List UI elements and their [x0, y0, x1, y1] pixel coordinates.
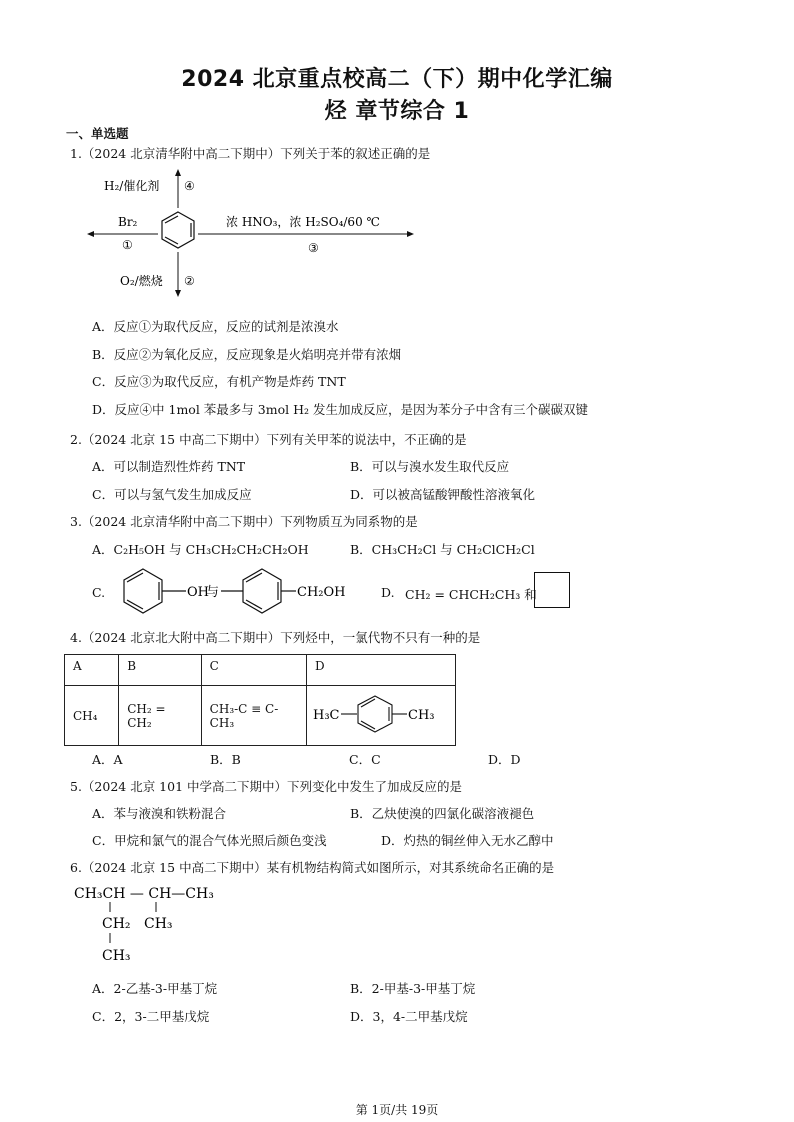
question-1-stem: 1.（2024 北京清华附中高二下期中）下列关于苯的叙述正确的是 — [70, 146, 431, 161]
q2-option-a: A．可以制造烈性炸药 TNT — [92, 459, 246, 474]
q2-option-d: D．可以被高锰酸钾酸性溶液氧化 — [350, 487, 536, 502]
q3-option-c-structures — [112, 566, 362, 616]
q4-cell-c: CH₃-C ≡ C-CH₃ — [201, 686, 306, 746]
q6-option-a: A．2-乙基-3-甲基丁烷 — [92, 981, 218, 996]
question-2-stem: 2.（2024 北京 15 中高二下期中）下列有关甲苯的说法中，不正确的是 — [70, 432, 467, 447]
phenol-ring-icon — [124, 569, 162, 613]
q4-header-d: D — [307, 655, 456, 686]
q1-option-a: A．反应①为取代反应，反应的试剂是浓溴水 — [92, 319, 339, 334]
q6-option-b: B．2-甲基-3-甲基丁烷 — [350, 981, 476, 996]
question-6-stem: 6.（2024 北京 15 中高二下期中）某有机物结构简式如图所示，对其系统命名正确的是 — [70, 860, 555, 875]
q6-branch-ch3-right: CH₃ — [144, 916, 173, 932]
document-title-line2: 烃 章节综合 1 — [324, 99, 470, 124]
diagram-left-label: Br₂ — [118, 215, 138, 229]
q2-option-c: C．可以与氢气发生加成反应 — [92, 487, 252, 502]
q6-main-chain: CH₃CH — CH—CH₃ — [74, 886, 214, 902]
q3-option-c-connector: 与 — [206, 585, 220, 600]
q3-option-c-label: C. — [92, 585, 106, 600]
diagram-right-num: ③ — [308, 241, 319, 255]
q1-option-c: C．反应③为取代反应，有机产物是炸药 TNT — [92, 374, 346, 389]
q4-option-d: D．D — [488, 752, 521, 767]
diagram-right-label: 浓 HNO₃，浓 H₂SO₄/60 ℃ — [226, 215, 380, 229]
section-heading: 一、单选题 — [66, 126, 129, 141]
q4-header-c: C — [201, 655, 306, 686]
p-xylene-structure — [311, 691, 451, 737]
diagram-top-label: H₂/催化剂 — [104, 179, 160, 193]
q5-option-b: B．乙炔使溴的四氯化碳溶液褪色 — [350, 806, 535, 821]
diagram-bottom-label: O₂/燃烧 — [120, 274, 163, 288]
q4-option-c: C．C — [349, 752, 381, 767]
q3-option-b: B．CH₃CH₂Cl 与 CH₂ClCH₂Cl — [350, 542, 535, 557]
p-xylene-right-methyl: CH₃ — [408, 708, 435, 723]
q6-branch-ch3-bottom: CH₃ — [102, 948, 131, 964]
q1-option-b: B．反应②为氧化反应，反应现象是火焰明亮并带有浓烟 — [92, 347, 402, 362]
q4-cell-b: CH₂ = CH₂ — [119, 686, 201, 746]
p-xylene-ring-icon — [358, 696, 392, 732]
diagram-bottom-num: ② — [184, 274, 195, 288]
q3-option-a: A．C₂H₅OH 与 CH₃CH₂CH₂CH₂OH — [92, 542, 309, 557]
q4-option-a: A．A — [92, 752, 123, 767]
q4-cell-a: CH₄ — [65, 686, 119, 746]
q3-option-d-text: CH₂ = CHCH₂CH₃ 和 — [405, 587, 537, 602]
q4-table — [64, 654, 456, 746]
benzyl-ch2oh-label: CH₂OH — [297, 585, 346, 600]
q3-option-d-label: D. — [381, 585, 395, 600]
q5-option-c: C．甲烷和氯气的混合气体光照后颜色变浅 — [92, 833, 327, 848]
q6-structure — [72, 880, 242, 964]
q4-option-b: B．B — [210, 752, 241, 767]
q6-option-c: C．2，3-二甲基戊烷 — [92, 1009, 210, 1024]
q4-cell-d — [307, 686, 456, 746]
diagram-top-num: ④ — [184, 179, 195, 193]
question-5-stem: 5.（2024 北京 101 中学高二下期中）下列变化中发生了加成反应的是 — [70, 779, 463, 794]
q5-option-d: D．灼热的铜丝伸入无水乙醇中 — [381, 833, 554, 848]
q1-option-d: D．反应④中 1mol 苯最多与 3mol H₂ 发生加成反应，是因为苯分子中含有三个碳碳双键 — [92, 402, 588, 417]
q4-header-b: B — [119, 655, 201, 686]
benzyl-alcohol-ring-icon — [243, 569, 281, 613]
p-xylene-left-methyl: H₃C — [313, 708, 340, 723]
diagram-left-num: ① — [122, 238, 133, 252]
q2-option-b: B．可以与溴水发生取代反应 — [350, 459, 510, 474]
question-3-stem: 3.（2024 北京清华附中高二下期中）下列物质互为同系物的是 — [70, 514, 418, 529]
page-footer: 第 1页/共 19页 — [355, 1103, 439, 1117]
question-4-stem: 4.（2024 北京北大附中高二下期中）下列烃中，一氯代物不只有一种的是 — [70, 630, 481, 645]
benzene-reaction-diagram — [84, 168, 424, 298]
q4-header-a: A — [65, 655, 119, 686]
q5-option-a: A．苯与液溴和铁粉混合 — [92, 806, 227, 821]
document-title-line1: 2024 北京重点校高二（下）期中化学汇编 — [181, 67, 613, 92]
benzene-ring-icon — [162, 212, 194, 248]
phenol-oh-label: OH — [187, 585, 209, 600]
q6-branch-ch2: CH₂ — [102, 916, 131, 932]
q6-option-d: D．3，4-二甲基戊烷 — [350, 1009, 468, 1024]
cyclobutane-square-icon — [534, 572, 570, 608]
